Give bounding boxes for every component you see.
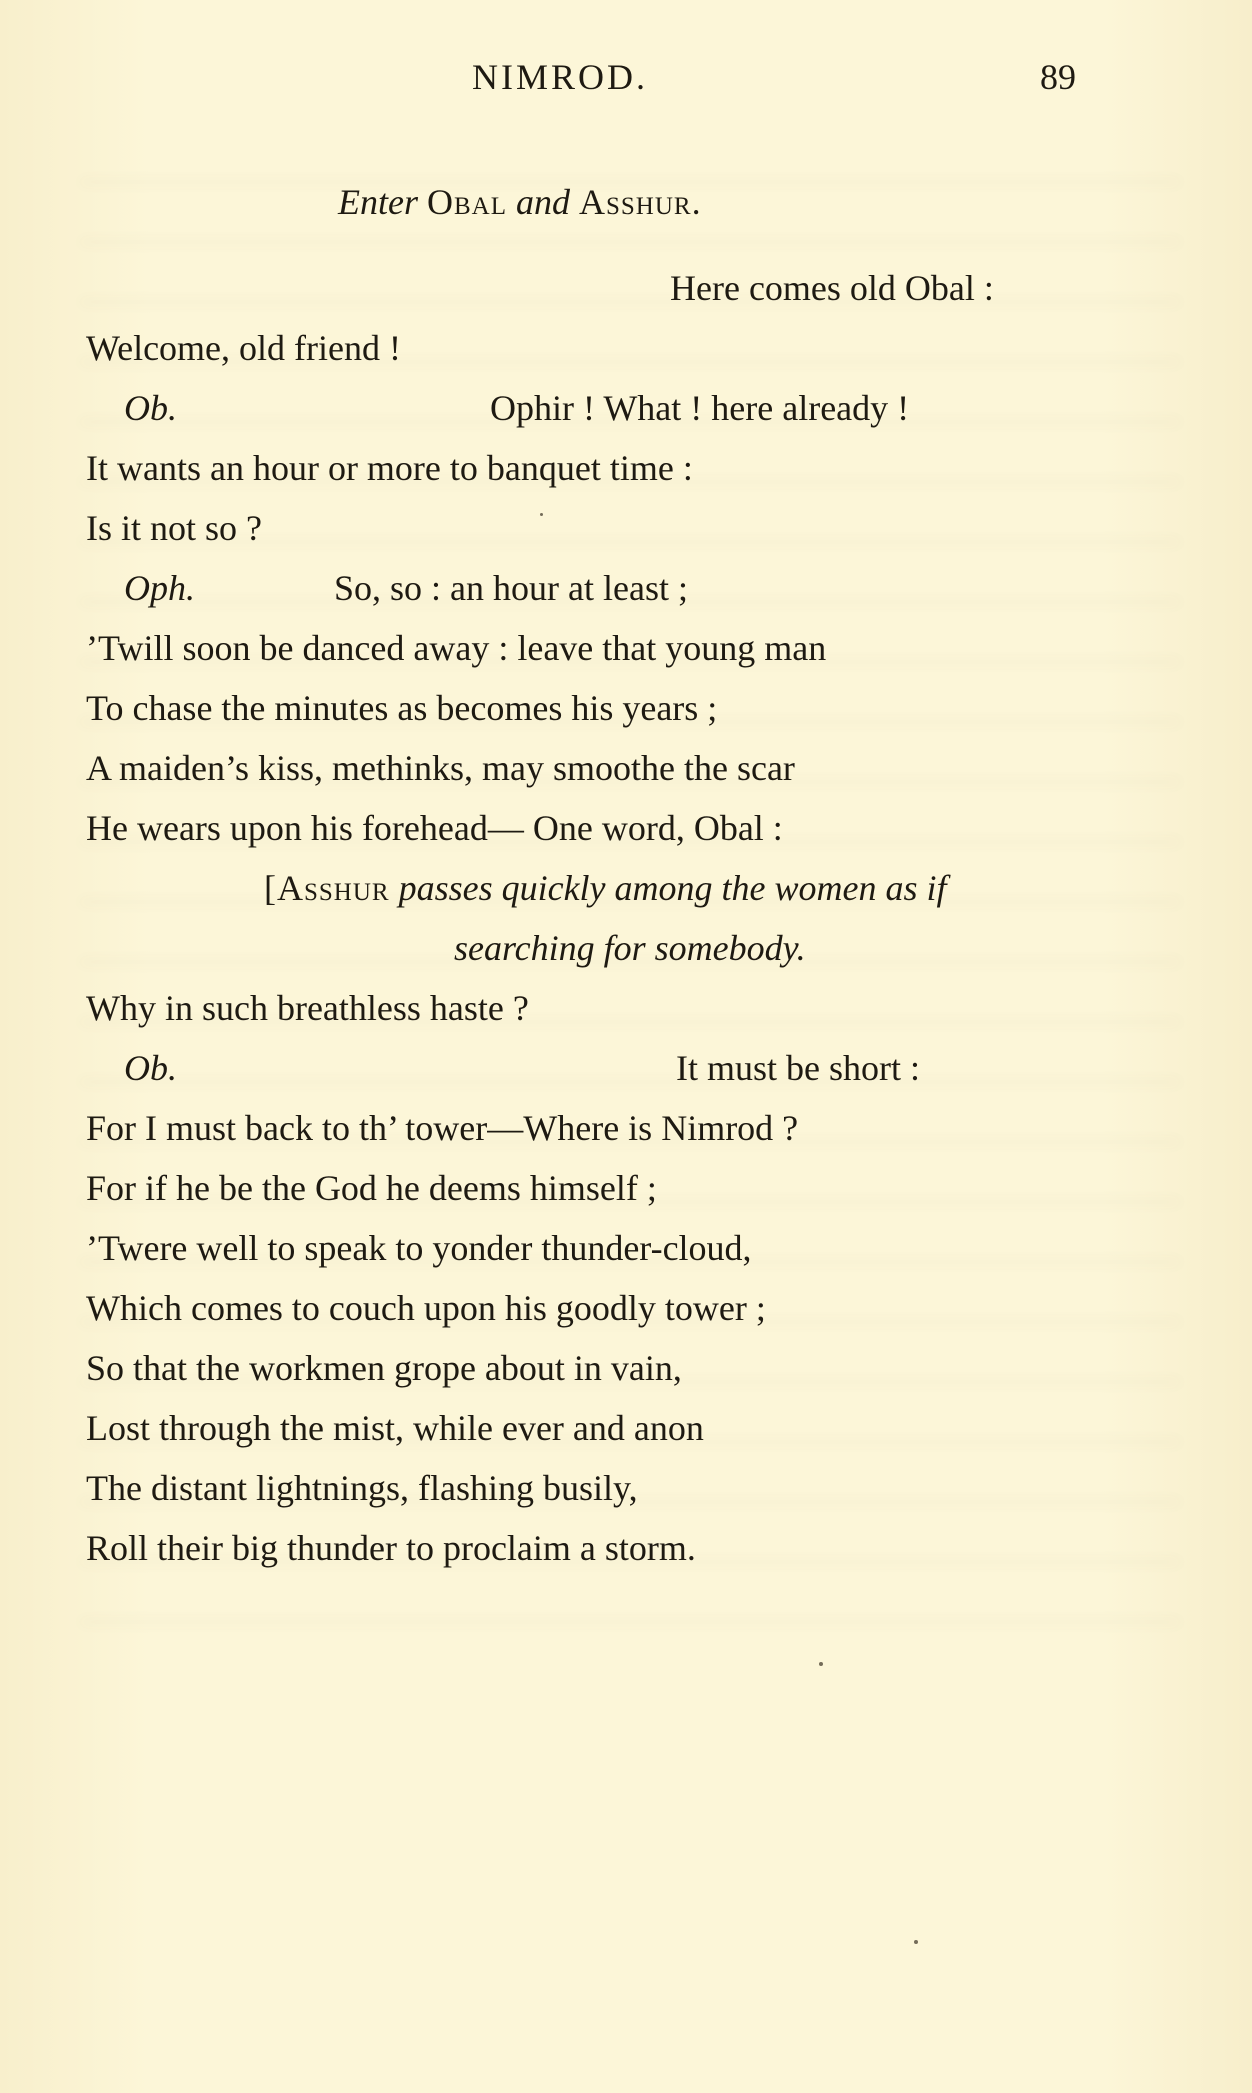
speaker-label: Oph.	[124, 568, 195, 608]
verse-line: Here comes old Obal :	[670, 268, 994, 308]
verse-line: ’Twill soon be danced away : leave that young man	[86, 628, 827, 668]
verse-line: Why in such breathless haste ?	[86, 988, 529, 1028]
verse-line: He wears upon his forehead— One word, Obal :	[86, 808, 783, 848]
character-name: Asshur.	[578, 182, 702, 222]
speaker-label: Ob.	[124, 388, 177, 428]
verse-line: It wants an hour or more to banquet time :	[86, 448, 693, 488]
stage-direction-text: searching for somebody.	[454, 928, 806, 968]
stage-word-enter: Enter	[338, 182, 418, 222]
verse-line: A maiden’s kiss, methinks, may smoothe the scar	[86, 748, 795, 788]
verse-line: ’Twere well to speak to yonder thunder-cloud,	[86, 1228, 752, 1268]
verse-line: For I must back to th’ tower—Where is Nimrod ?	[86, 1108, 799, 1148]
verse-line: Which comes to couch upon his goodly tower ;	[86, 1288, 766, 1328]
page-number: 89	[1040, 57, 1076, 97]
verse-line: So that the workmen grope about in vain,	[86, 1348, 682, 1388]
verse-line: Is it not so ?	[86, 508, 262, 548]
verse-line: For if he be the God he deems himself ;	[86, 1168, 657, 1208]
paper-speck	[914, 1940, 918, 1944]
verse-line: To chase the minutes as becomes his years ;	[86, 688, 718, 728]
stage-direction	[264, 866, 947, 910]
stage-direction-text: passes quickly among the women as if	[398, 868, 947, 908]
character-name: [Asshur	[264, 868, 390, 908]
verse-line: The distant lightnings, flashing busily,	[86, 1468, 638, 1508]
paper-speck	[819, 1662, 823, 1666]
running-head	[0, 56, 1252, 106]
entry-stage-direction	[338, 180, 702, 224]
verse-line: Lost through the mist, while ever and anon	[86, 1408, 704, 1448]
running-title: NIMROD.	[472, 57, 649, 97]
verse-line: So, so : an hour at least ;	[334, 568, 688, 608]
character-name: Obal	[426, 182, 507, 222]
verse-line: Roll their big thunder to proclaim a storm.	[86, 1528, 696, 1568]
verse-line: Welcome, old friend !	[86, 328, 401, 368]
paper-speck	[540, 513, 543, 516]
verse-line: It must be short :	[676, 1048, 920, 1088]
speaker-label: Ob.	[124, 1048, 177, 1088]
verse-line: Ophir ! What ! here already !	[490, 388, 910, 428]
stage-word-and: and	[515, 182, 570, 222]
